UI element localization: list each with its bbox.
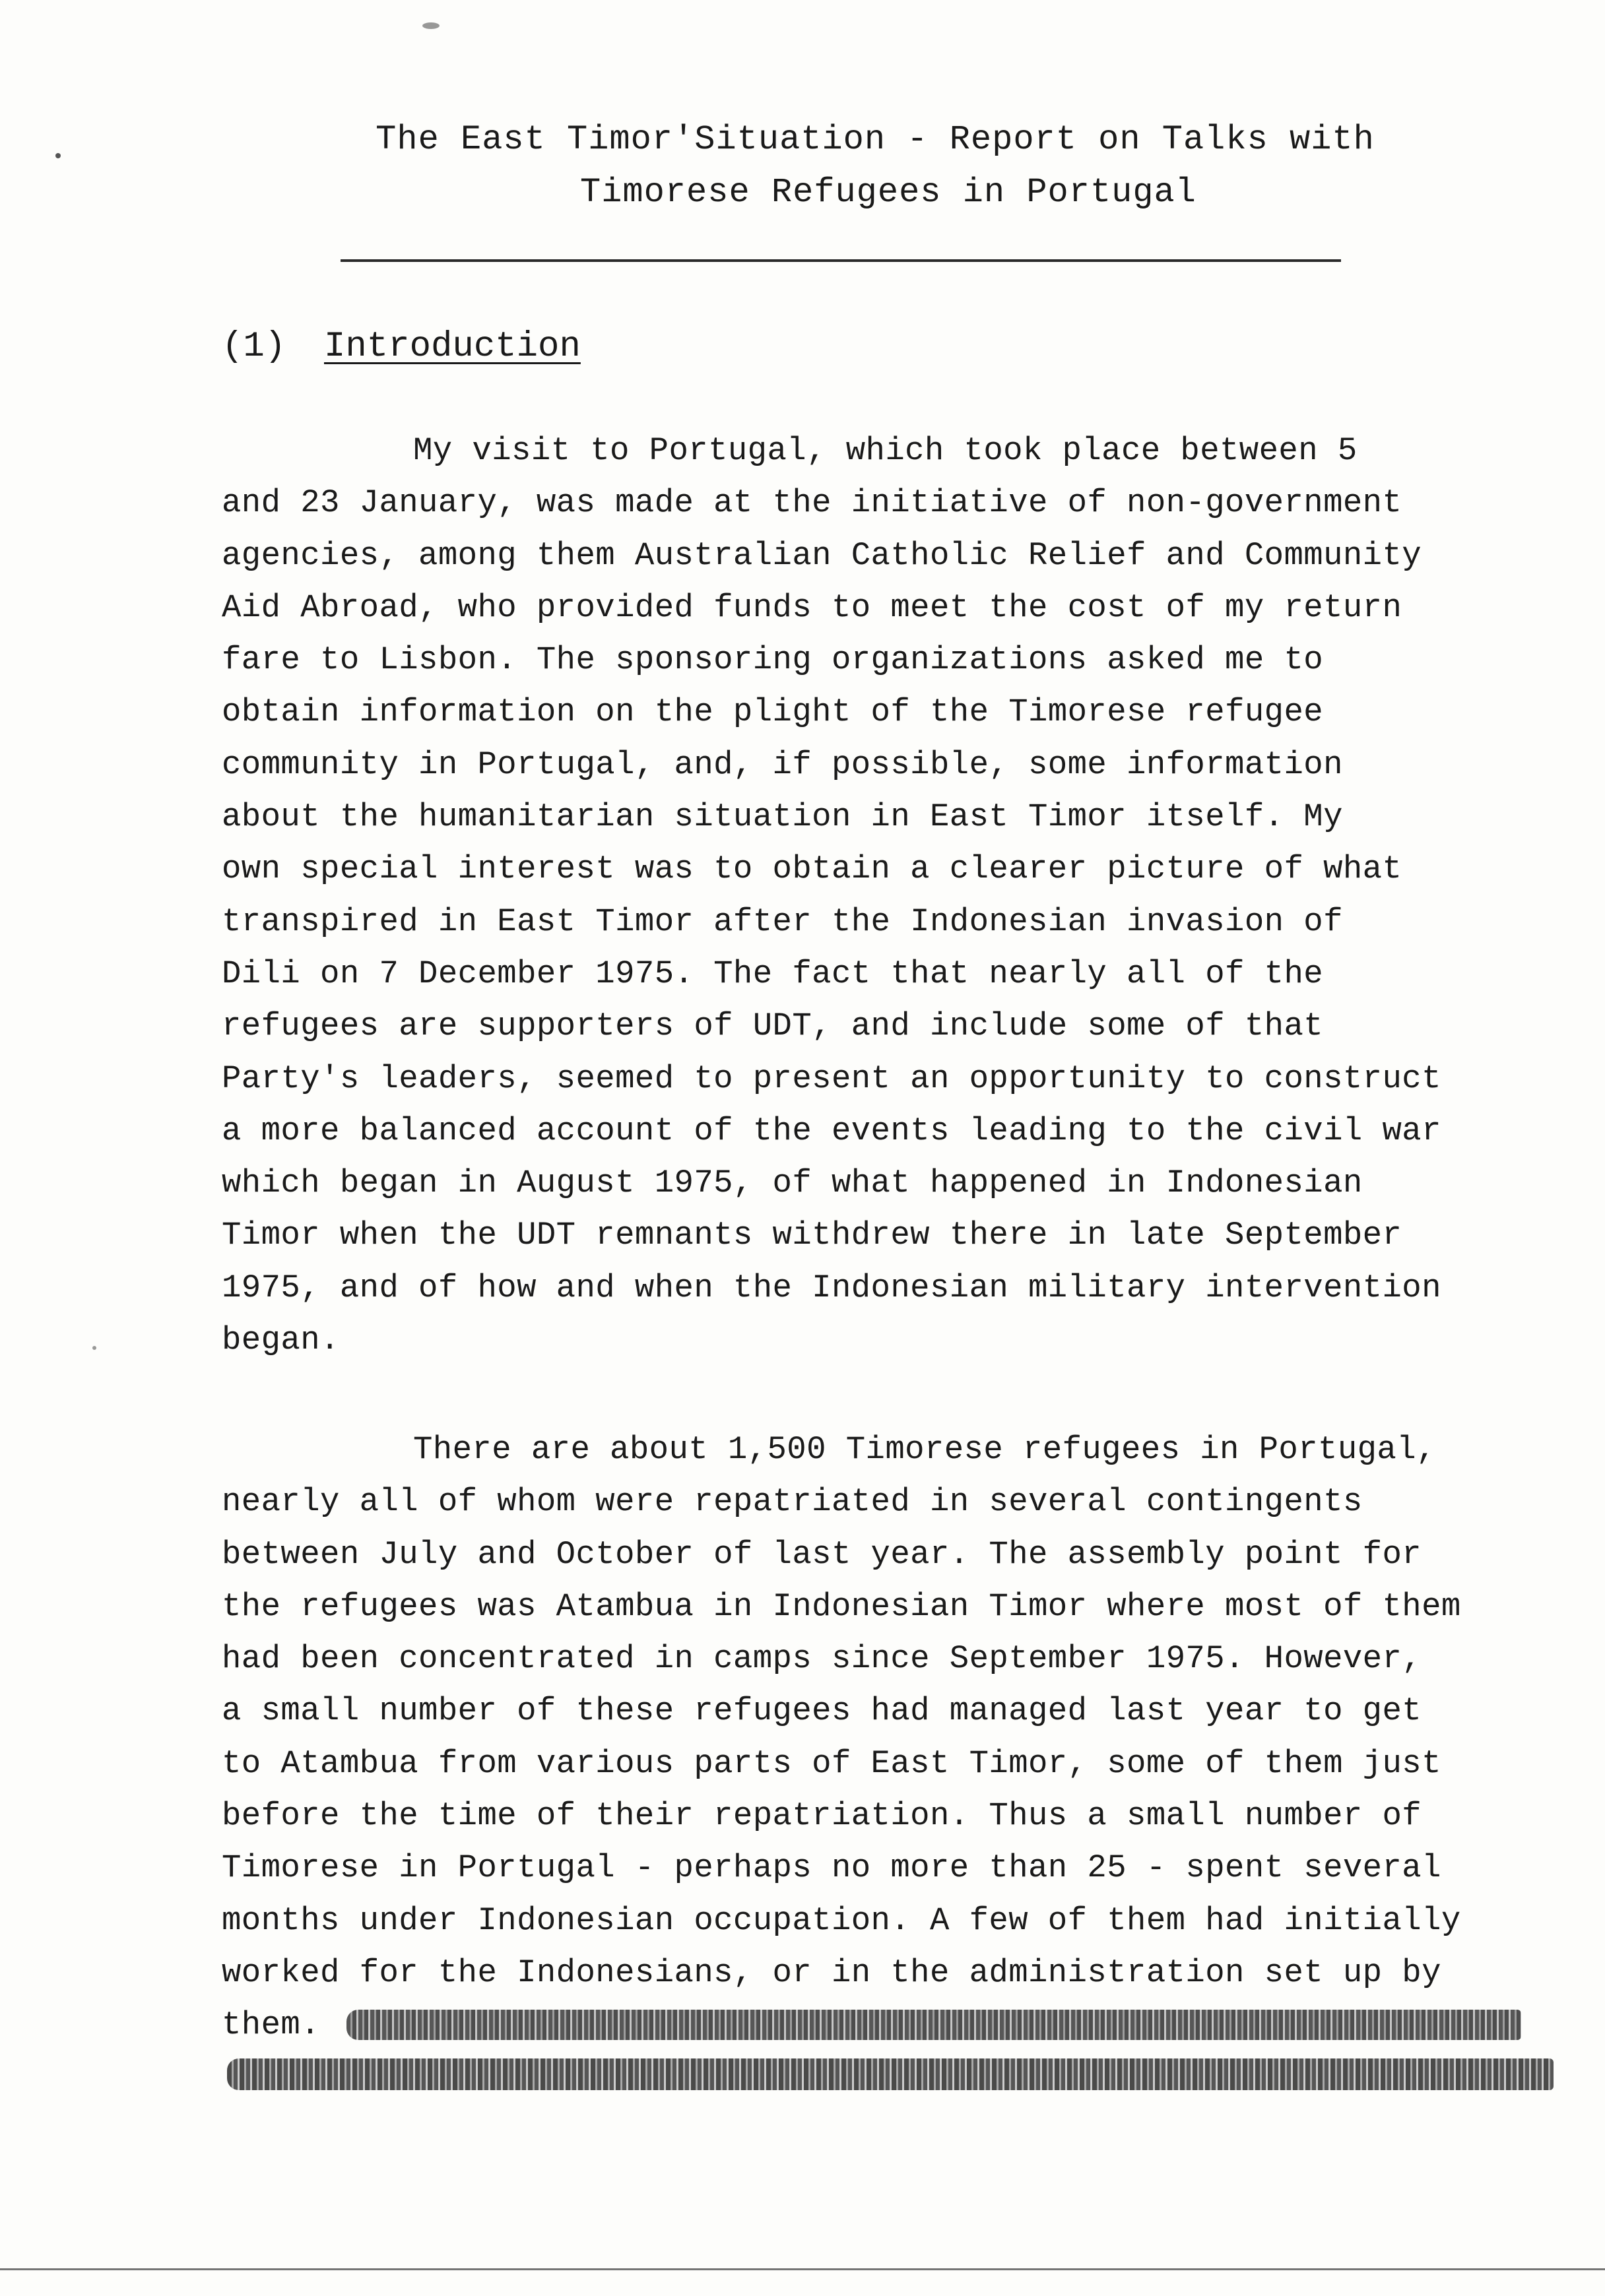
text-line: had been concentrated in camps since September 1975. However, [222, 1640, 1422, 1678]
text-line: Party's leaders, seemed to present an opportunity to construct [222, 1060, 1441, 1097]
paragraph-refugees [222, 1424, 1561, 2052]
text-line: the refugees was Atambua in Indonesian Timor where most of them [222, 1587, 1461, 1625]
paragraph-introduction [222, 425, 1561, 1366]
text-line: before the time of their repatriation. Thus a small number of [222, 1797, 1422, 1835]
section-number: (1) [222, 327, 286, 367]
text-line: between July and October of last year. The assembly point for [222, 1535, 1422, 1573]
section-heading [222, 321, 581, 373]
scan-edge-line [0, 2268, 1605, 2270]
text-line: agencies, among them Australian Catholic Relief and Community [222, 536, 1422, 574]
text-line: community in Portugal, and, if possible, some information [222, 746, 1343, 783]
text-line: obtain information on the plight of the Timorese refugee [222, 693, 1324, 731]
text-line: began. [222, 1322, 340, 1359]
document-title [0, 113, 1605, 219]
title-underline [341, 259, 1341, 262]
text-line: months under Indonesian occupation. A few of them had initially [222, 1901, 1461, 1939]
redaction-block [227, 2058, 1554, 2090]
text-line-redacted [222, 1999, 1561, 2051]
text-line: about the humanitarian situation in East Timor itself. My [222, 798, 1343, 836]
redaction-block [346, 2010, 1521, 2040]
section-title: Introduction [324, 327, 581, 367]
text-line: Timorese in Portugal - perhaps no more than 25 - spent several [222, 1849, 1441, 1887]
text-line: Aid Abroad, who provided funds to meet the cost of my return [222, 589, 1402, 626]
text-line: There are about 1,500 Timorese refugees in Portugal, [413, 1431, 1436, 1468]
scan-speck [422, 22, 440, 29]
text-line: and 23 January, was made at the initiative of non-government [222, 484, 1402, 522]
text-line: which began in August 1975, of what happened in Indonesian [222, 1164, 1363, 1202]
text-line: Dili on 7 December 1975. The fact that nearly all of the [222, 955, 1324, 992]
title-line-1: The East Timor'Situation - Report on Talks with [376, 120, 1375, 159]
text-line: a more balanced account of the events leading to the civil war [222, 1112, 1441, 1149]
text-line: a small number of these refugees had managed last year to get [222, 1692, 1422, 1730]
text-line: them. [222, 2006, 321, 2044]
text-line: worked for the Indonesians, or in the administration set up by [222, 1954, 1441, 1991]
text-line: nearly all of whom were repatriated in several contingents [222, 1483, 1363, 1521]
text-line: My visit to Portugal, which took place between 5 [413, 432, 1358, 469]
text-line: fare to Lisbon. The sponsoring organizations asked me to [222, 641, 1324, 679]
text-line: own special interest was to obtain a clearer picture of what [222, 850, 1402, 888]
text-line: Timor when the UDT remnants withdrew there in late September [222, 1217, 1402, 1254]
scan-speck [92, 1346, 96, 1350]
text-line: transpired in East Timor after the Indonesian invasion of [222, 903, 1343, 940]
text-line: 1975, and of how and when the Indonesian military intervention [222, 1269, 1441, 1306]
text-line: to Atambua from various parts of East Timor, some of them just [222, 1744, 1441, 1782]
title-line-2: Timorese Refugees in Portugal [580, 173, 1196, 212]
text-line: refugees are supporters of UDT, and include some of that [222, 1007, 1324, 1045]
